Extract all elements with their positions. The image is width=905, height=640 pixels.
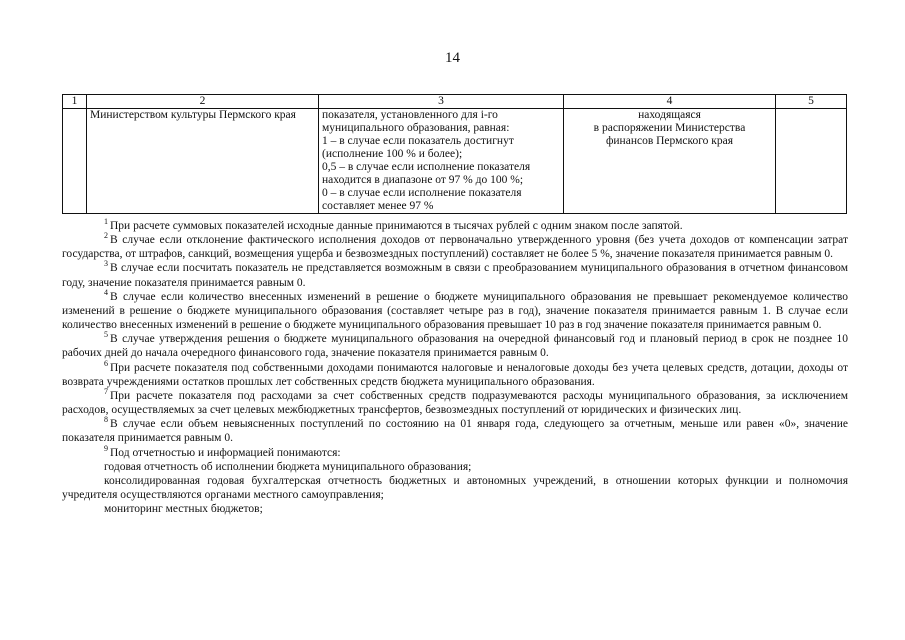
description-line: муниципального образования, равная:	[322, 122, 510, 134]
footnote-text: В случае если объем невыясненных поступлений по состоянию на 01 января года, следующего за отчетным, меньше или равен «0», значение показателя принимается равным 0.	[62, 418, 848, 445]
footnote-text: При расчете суммовых показателей исходные данные принимаются в тысячах рублей с одним знаком после запятой.	[110, 220, 683, 232]
footnote-marker: 3	[104, 259, 108, 269]
description-line: 0,5 – в случае если исполнение показателя	[322, 161, 531, 173]
footnote-marker: 5	[104, 330, 108, 340]
footnote-8	[62, 417, 848, 445]
description-line: находится в диапазоне от 97 % до 100 %;	[322, 174, 524, 186]
list-item: мониторинг местных бюджетов;	[104, 503, 263, 516]
footnote-marker: 2	[104, 231, 108, 241]
column-header-1: 1	[63, 95, 87, 109]
footnote-text: В случае если количество внесенных изменений в решение о бюджете муниципального образования не превышает рекомендуемое количество изменений в решение о бюджете муниципального образования (составляет четыре раз в год), значение показателя принимается равным 1. В случае если количество внесенных изменений в решение о бюджете муниципального образования превышает 10 раз в год значение показателя принимается равным 0.	[62, 290, 848, 332]
footnote-3	[62, 261, 848, 289]
footnote-9	[62, 443, 848, 460]
footnote-2	[62, 233, 848, 261]
source-line: в распоряжении Министерства	[593, 122, 746, 134]
description-line: показателя, установленного для i-го	[322, 109, 498, 121]
footnote-marker: 8	[104, 415, 108, 425]
description-line: 1 – в случае если показатель достигнут	[322, 135, 514, 147]
page-number: 14	[445, 50, 460, 66]
list-item: годовая отчетность об исполнении бюджета муниципального образования;	[104, 460, 472, 473]
footnote-text: В случае утверждения решения о бюджете муниципального образования на очередной финансовый год и плановый период в срок не позднее 10 рабочих дней до начала очередного финансового года, значение показателя принимается равным 0.	[62, 333, 848, 360]
footnote-text: В случае если посчитать показатель не представляется возможным в связи с преобразованием муниципального образования в отчетном финансовом году, значение показателя принимается равным 0.	[62, 262, 848, 289]
description-line: (исполнение 100 % и более);	[322, 148, 463, 160]
source-line: финансов Пермского края	[605, 135, 734, 147]
column-header-4: 4	[564, 95, 776, 109]
cell-description	[319, 109, 564, 214]
table-header-row	[63, 95, 847, 109]
footnote-text: При расчете показателя под расходами за счет собственных средств подразумеваются расходы муниципального образования, за исключением расходов, осуществляемых за счет целевых межбюджетных трансфертов, безвозмездных поступлений от юридических и физических лиц.	[62, 389, 848, 417]
footnote-marker: 6	[104, 358, 108, 368]
cell-responsible: Министерством культуры Пермского края	[87, 109, 319, 214]
footnote-marker: 7	[104, 386, 108, 396]
footnote-7	[62, 386, 848, 417]
footnotes	[62, 219, 848, 516]
footnote-6	[62, 358, 848, 389]
footnote-text: Под отчетностью и информацией понимаются:	[110, 446, 341, 459]
footnote-marker: 1	[104, 217, 108, 226]
footnote-5	[62, 332, 848, 360]
cell-source	[564, 109, 776, 214]
table-row	[63, 109, 847, 214]
description-line: 0 – в случае если исполнение показателя	[322, 187, 522, 199]
source-line: находящаяся	[638, 109, 701, 121]
column-header-3: 3	[319, 95, 564, 109]
cell-col5	[776, 109, 847, 214]
footnote-text: При расчете показателя под собственными доходами понимаются налоговые и неналоговые доходы без учета целевых средств, дотации, доходы от возврата учреждениями остатков прошлых лет собственных средств бюджета муниципального образования.	[62, 361, 848, 388]
description-line: составляет менее 97 %	[322, 200, 434, 212]
footnote-4	[62, 287, 848, 332]
column-header-2: 2	[87, 95, 319, 109]
indicator-table	[62, 94, 847, 214]
footnote-1	[62, 219, 848, 233]
footnote-marker: 9	[104, 443, 108, 453]
cell-col1	[63, 109, 87, 214]
column-header-5: 5	[776, 95, 847, 109]
footnote-marker: 4	[104, 287, 108, 297]
list-item: консолидированная годовая бухгалтерская отчетность бюджетных и автономных учреждений, в отношении которых функции и полномочия учредителя осуществляются органами местного самоуправления;	[62, 474, 848, 501]
footnote-text: В случае если отклонение фактического исполнения доходов от первоначально утвержденного уровня (без учета доходов от компенсации затрат государства, от штрафов, санкций, возмещения ущерба и безвозмездных поступлений) составляет не более 5 %, значение показателя принимается равным 0.	[62, 234, 848, 261]
